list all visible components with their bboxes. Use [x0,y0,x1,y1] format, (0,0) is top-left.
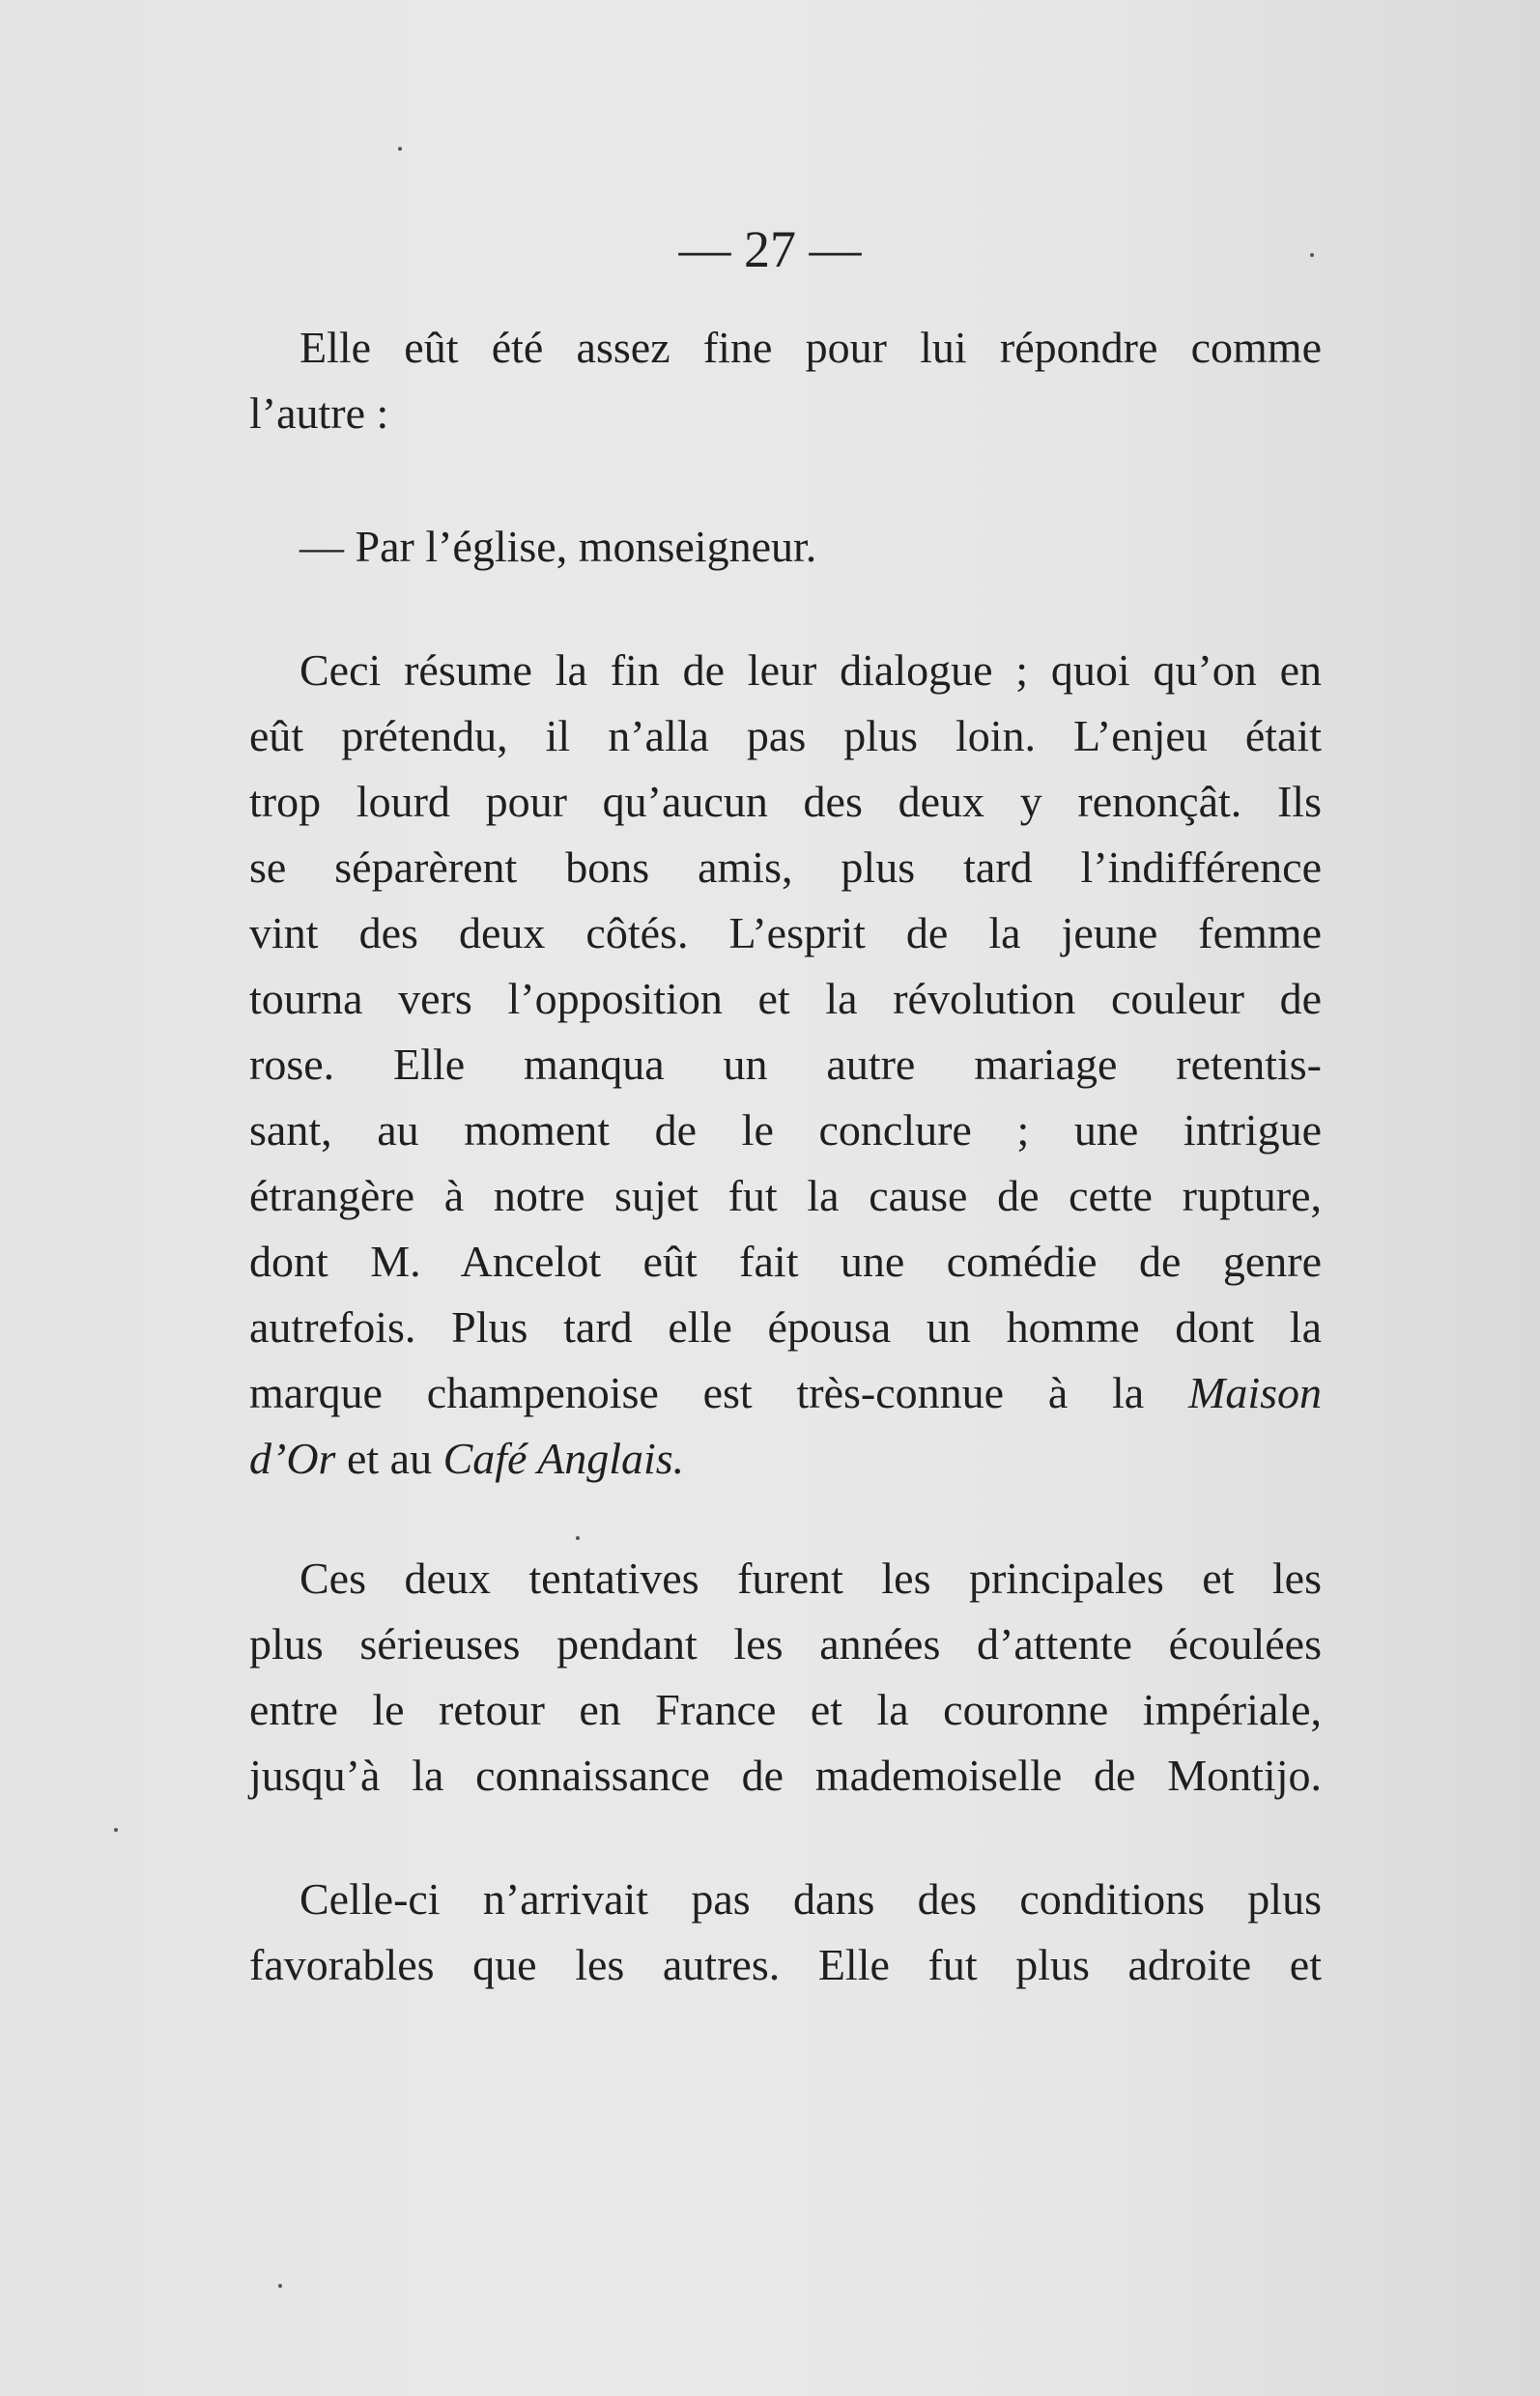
paragraph-2 [249,514,1322,580]
paper-speck [114,1828,118,1832]
italic-phrase: Café Anglais. [442,1434,685,1483]
text-line: rose. Elle manqua un autre mariage retentis- [249,1040,1322,1089]
text-line: jusqu’à la connaissance de mademoiselle de Montijo. [249,1751,1322,1800]
paper-speck [576,1536,580,1540]
text-line: dont M. Ancelot eût fait une comédie de genre [249,1237,1322,1286]
text-segment: marque champenoise est très-connue à la [249,1368,1145,1417]
text-line: entre le retour en France et la couronne impériale, [249,1685,1322,1734]
italic-phrase: d’Or [249,1434,336,1483]
text-line: sant, au moment de le conclure ; une intrigue [249,1105,1322,1155]
text-line [249,1360,1322,1426]
text-line: Celle-ci n’arrivait pas dans des conditions plus [299,1874,1322,1924]
italic-phrase: Maison [1188,1368,1322,1417]
paragraph-4 [249,1546,1322,1809]
paper-speck [1310,253,1314,257]
paragraph-5 [249,1867,1322,1998]
text-line: tourna vers l’opposition et la révolution couleur de [249,974,1322,1023]
text-line: Ceci résume la fin de leur dialogue ; quoi qu’on en [299,645,1322,695]
text-line: l’autre : [249,388,389,438]
text-line: Elle eût été assez fine pour lui répondre comme [299,323,1322,372]
paper-speck [278,2284,282,2288]
text-line: Ces deux tentatives furent les principales et les [299,1554,1322,1603]
paper-speck [398,147,402,151]
text-line: trop lourd pour qu’aucun des deux y renonçât. Ils [249,777,1322,826]
text-line: — Par l’église, monseigneur. [299,522,817,571]
text-line: autrefois. Plus tard elle épousa un homme dont la [249,1302,1322,1352]
text-line: étrangère à notre sujet fut la cause de cette rupture, [249,1171,1322,1220]
page-number: — 27 — [678,220,862,278]
paragraph-1 [249,315,1322,446]
text-segment: et au [346,1434,433,1483]
paragraph-3 [249,638,1322,1492]
text-line: plus sérieuses pendant les années d’attente écoulées [249,1619,1322,1669]
text-line: se séparèrent bons amis, plus tard l’indifférence [249,842,1322,892]
text-line: eût prétendu, il n’alla pas plus loin. L’enjeu était [249,711,1322,760]
text-line: vint des deux côtés. L’esprit de la jeune femme [249,908,1322,957]
text-line [249,1426,1322,1492]
text-line: favorables que les autres. Elle fut plus adroite et [249,1940,1322,1989]
